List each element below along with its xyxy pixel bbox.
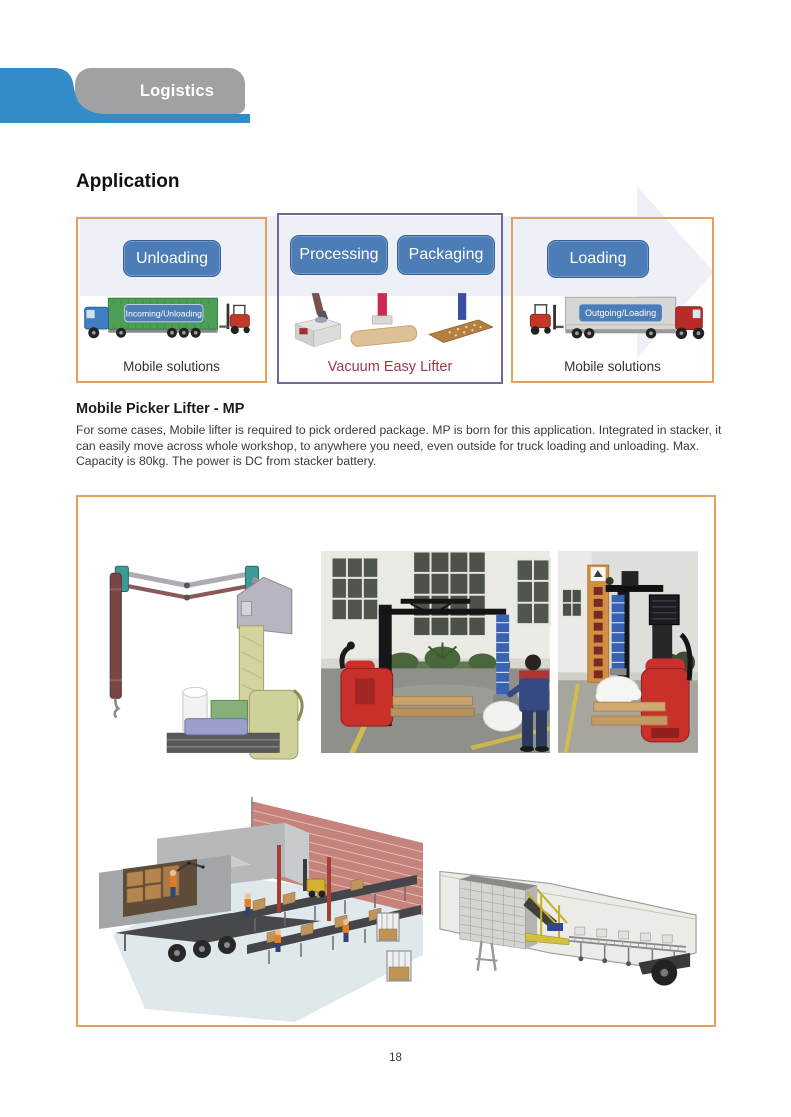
box2-caption: Vacuum Easy Lifter: [327, 359, 453, 375]
application-box-loading: [511, 217, 714, 383]
unloading-button: [123, 240, 221, 277]
forklift-icon: [530, 305, 563, 335]
cad-lifter-illustration: [86, 539, 310, 763]
box1-caption: Mobile solutions: [123, 359, 220, 374]
page-number: 18: [389, 1052, 402, 1064]
processing-button-label: Processing: [299, 246, 379, 263]
section-heading: Mobile Picker Lifter - MP: [76, 401, 245, 417]
forklift-icon: [219, 304, 249, 334]
trailer-conveyor-illustration: [430, 845, 702, 1015]
loading-button: [547, 240, 649, 278]
incoming-truck-illustration: [81, 295, 263, 345]
section-body: For some cases, Mobile lifter is required to pick ordered package. MP is born for this application. Integrated in stacker, it can easily move across whole workshop, to anywhere you need, even outside for truck loading and unloading. Max. Capacity is 80kg. The power is DC from stacker battery.: [76, 423, 722, 469]
vacuum-lifter-products-illustration: [287, 293, 493, 353]
application-box-unloading: [76, 217, 267, 383]
packaging-button: [397, 235, 495, 275]
header-tab-label: Logistics: [139, 81, 215, 100]
packaging-button-label: Packaging: [408, 246, 484, 263]
worker-lifter-photo: [320, 551, 551, 753]
outgoing-truck-illustration: [518, 295, 708, 345]
product-image-panel: [76, 495, 716, 1027]
application-box-processing-packaging: [277, 213, 503, 384]
stacker-lifter-photo: [558, 551, 698, 753]
header-blue-ribbon: [0, 60, 250, 125]
warehouse-loading-illustration: [85, 787, 423, 1022]
application-heading: Application: [76, 171, 180, 192]
loading-button-label: Loading: [569, 250, 627, 267]
incoming-truck-label: Incoming/Unloading: [125, 308, 202, 319]
processing-button: [290, 235, 388, 275]
unloading-button-label: Unloading: [135, 249, 209, 267]
outgoing-truck-label: Outgoing/Loading: [585, 308, 657, 319]
box3-caption: Mobile solutions: [564, 359, 661, 374]
